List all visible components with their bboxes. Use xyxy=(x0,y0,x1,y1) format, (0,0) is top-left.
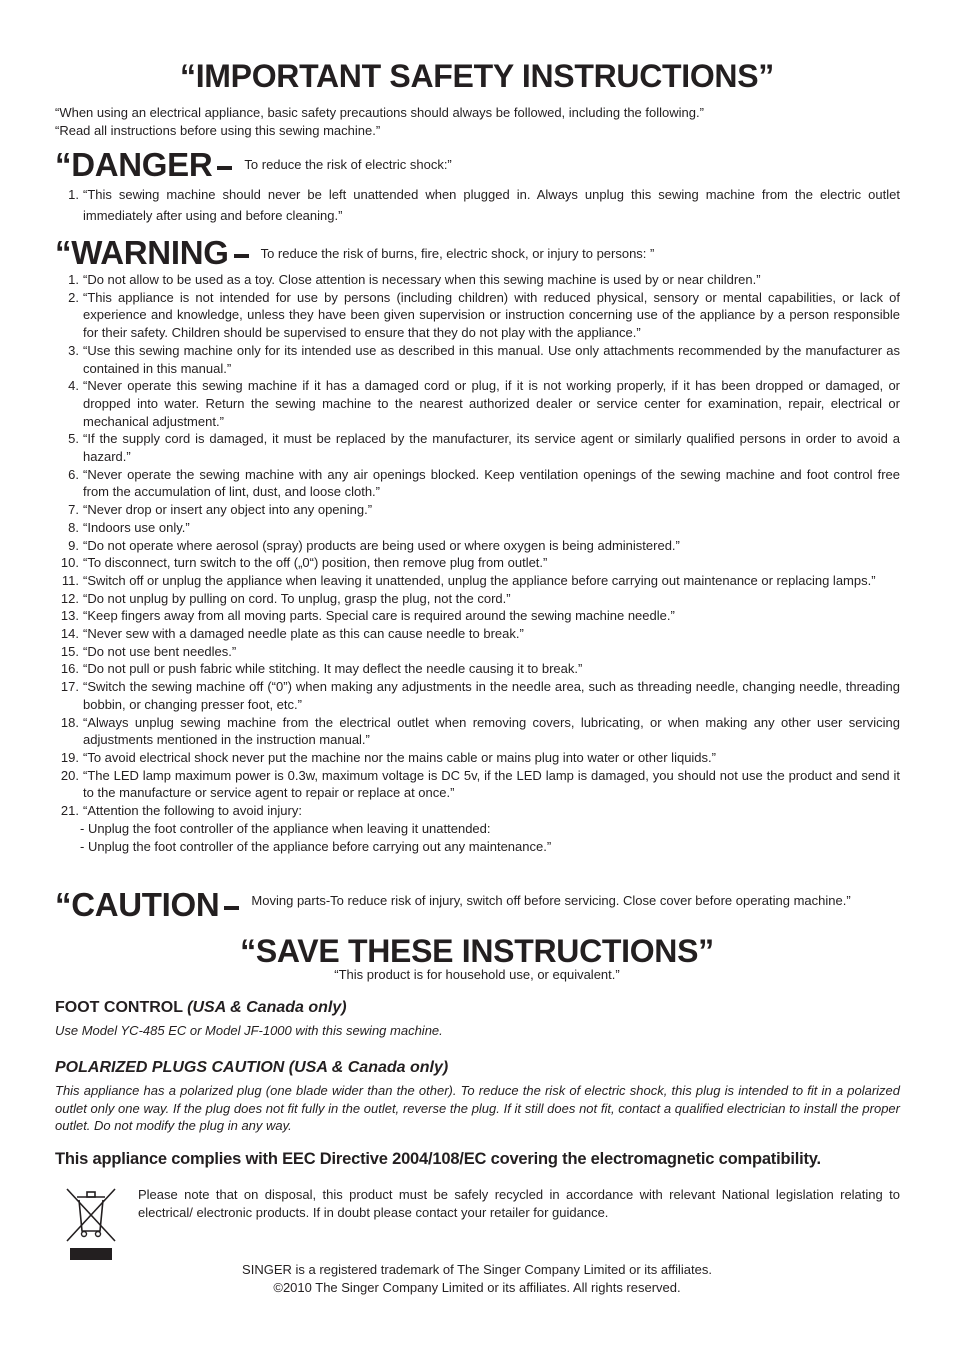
caution-text: Moving parts-To reduce risk of injury, switch off before servicing. Close cover before operating machine.” xyxy=(251,893,851,908)
list-item xyxy=(55,714,900,749)
warning-heading: “WARNING xyxy=(55,234,229,271)
list-item xyxy=(55,802,900,820)
save-instructions-title: “SAVE THESE INSTRUCTIONS” xyxy=(240,933,714,969)
list-item xyxy=(55,572,900,590)
item-number: 5. xyxy=(68,431,79,447)
item-number: 11. xyxy=(61,572,79,588)
list-item xyxy=(55,607,900,625)
crossed-out-wheelie-bin-icon xyxy=(63,1185,119,1261)
caution-heading: “CAUTION xyxy=(55,886,220,923)
caution-dash xyxy=(224,906,239,910)
item-number: 17. xyxy=(60,679,79,695)
danger-heading-row xyxy=(55,148,900,182)
warning-heading-row xyxy=(55,236,900,270)
item-number: 4. xyxy=(68,378,79,394)
list-item xyxy=(55,590,900,608)
copyright-line: ©2010 The Singer Company Limited or its affiliates. All rights reserved. xyxy=(273,1280,681,1295)
list-item xyxy=(55,377,900,430)
item-number: 6. xyxy=(68,466,79,482)
item-text: “Use this sewing machine only for its intended use as described in this manual. Use only attachments recommended by the manufacturer as contained in this manual.” xyxy=(83,342,900,376)
danger-heading: “DANGER xyxy=(55,146,213,183)
item-text: “The LED lamp maximum power is 0.3w, maximum voltage is DC 5v, if the LED lamp is damaged, you should not use the product and send it to the manufacture or service agent to repair or replace at once.” xyxy=(83,767,900,801)
foot-control-text: Use Model YC-485 EC or Model JF-1000 with this sewing machine. xyxy=(55,1023,443,1038)
list-item xyxy=(55,430,900,465)
item-text: “To avoid electrical shock never put the machine nor the mains cable or mains plug into water or other liquids.” xyxy=(83,749,716,765)
list-item xyxy=(55,660,900,678)
item-text: “Do not unplug by pulling on cord. To unplug, grasp the plug, not the cord.” xyxy=(83,590,511,606)
item-text: “Never operate this sewing machine if it has a damaged cord or plug, if it is not working properly, if it has been dropped or damaged, or dropped into water. Return the sewing machine to the nearest authorized dealer or service center for examination, repair, electrical or mechanical adjustment.” xyxy=(83,378,900,429)
item-number: 21. xyxy=(60,803,79,819)
item-text: “Keep fingers away from all moving parts. Special care is required around the sewing machine needle.” xyxy=(83,608,675,624)
item-text: “Indoors use only.” xyxy=(83,519,190,535)
intro-text xyxy=(55,104,704,140)
list-item xyxy=(55,466,900,501)
list-item xyxy=(55,554,900,572)
item-text: “Switch the sewing machine off (“0”) when making any adjustments in the needle area, such as threading needle, changing needle, threading bobbin, or changing presser foot, etc.” xyxy=(83,679,900,712)
list-item xyxy=(55,749,900,767)
intro-line: “Read all instructions before using this sewing machine.” xyxy=(55,123,381,138)
item-number: 8. xyxy=(68,519,79,535)
item-number: 3. xyxy=(68,342,79,358)
item-text: “Attention the following to avoid injury: xyxy=(83,803,302,819)
item-number: 10. xyxy=(60,555,79,571)
sub-item: - Unplug the foot controller of the appliance when leaving it unattended: xyxy=(80,820,491,836)
footer xyxy=(0,1261,954,1297)
danger-dash xyxy=(217,166,232,170)
list-item xyxy=(55,342,900,377)
item-text: “To disconnect, turn switch to the off („0“) position, then remove plug from outlet.” xyxy=(83,555,548,571)
intro-line: “When using an electrical appliance, basic safety precautions should always be followed, including the following.” xyxy=(55,105,704,120)
foot-control-heading-text: FOOT CONTROL xyxy=(55,999,183,1016)
list-item xyxy=(55,678,900,713)
list-item xyxy=(55,271,900,289)
item-text: “Never sew with a damaged needle plate as this can cause needle to break.” xyxy=(83,626,524,642)
item-number: 15. xyxy=(60,643,79,659)
item-number: 19. xyxy=(60,749,79,765)
item-number: 9. xyxy=(68,537,79,553)
item-number: 2. xyxy=(68,289,79,305)
item-number: 7. xyxy=(68,502,79,518)
item-number: 14. xyxy=(60,626,79,642)
foot-control-region: (USA & Canada only) xyxy=(187,999,347,1016)
foot-control-heading xyxy=(55,999,347,1017)
caution-heading-row xyxy=(55,888,900,922)
item-number: 18. xyxy=(60,714,79,730)
page-title: “IMPORTANT SAFETY INSTRUCTIONS” xyxy=(180,58,774,94)
item-text: “If the supply cord is damaged, it must be replaced by the manufacturer, its service agent or similarly qualified persons in order to avoid a hazard.” xyxy=(83,431,900,465)
list-item xyxy=(55,643,900,661)
warning-subtitle: To reduce the risk of burns, fire, electric shock, or injury to persons: ” xyxy=(260,246,655,261)
item-text: “Do not pull or push fabric while stitching. It may deflect the needle causing it to break.” xyxy=(83,661,583,677)
trademark-line: SINGER is a registered trademark of The Singer Company Limited or its affiliates. xyxy=(242,1262,712,1277)
warning-list xyxy=(55,271,900,855)
disposal-note: Please note that on disposal, this product must be safely recycled in accordance with relevant National legislation relating to electrical/ electronic products. If in doubt please contact your retailer for guidance. xyxy=(138,1187,900,1220)
item-text: “This appliance is not intended for use by persons (including children) with reduced physical, sensory or mental capabilities, or lack of experience and knowledge, unless they have been given supervision or instruction concerning use of the appliance by a person responsible for their safety. Children should be supervised to ensure that they do not play with the appliance.” xyxy=(83,289,900,341)
item-text: “Switch off or unplug the appliance when leaving it unattended, unplug the appliance before carrying out maintenance or replacing lamps.” xyxy=(83,572,876,588)
list-item xyxy=(55,537,900,555)
warning-dash xyxy=(234,254,249,258)
danger-subtitle: To reduce the risk of electric shock:” xyxy=(244,157,452,172)
polarized-plugs-text: This appliance has a polarized plug (one blade wider than the other). To reduce the risk of electric shock, this plug is intended to fit in a polarized outlet only one way. If the plug does not fit fully in the outlet, reverse the plug. If it still does not fit, contact a qualified electrician to install the proper outlet. Do not modify the plug in any way. xyxy=(55,1083,900,1133)
list-item xyxy=(55,184,900,226)
item-text: “Do not allow to be used as a toy. Close attention is necessary when this sewing machine is used by or near children.” xyxy=(83,272,761,287)
danger-list xyxy=(55,184,900,226)
polarized-plugs-heading: POLARIZED PLUGS CAUTION (USA & Canada only) xyxy=(55,1059,449,1076)
item-number: 1. xyxy=(68,187,79,202)
item-number: 1. xyxy=(68,272,79,287)
eec-compliance-statement: This appliance complies with EEC Directive 2004/108/EC covering the electromagnetic compatibility. xyxy=(55,1150,821,1168)
sub-item: - Unplug the foot controller of the appliance before carrying out any maintenance.” xyxy=(80,838,552,854)
list-item xyxy=(55,625,900,643)
list-item xyxy=(55,519,900,537)
item-number: 12. xyxy=(60,590,79,606)
item-number: 20. xyxy=(60,767,79,783)
item-text: “Always unplug sewing machine from the electrical outlet when removing covers, lubricating, or when making any other user servicing adjustments mentioned in the instruction manual.” xyxy=(83,714,900,748)
list-item xyxy=(55,767,900,802)
item-number: 13. xyxy=(60,608,79,624)
item-text: “Do not use bent needles.” xyxy=(83,643,237,659)
item-text: “Do not operate where aerosol (spray) products are being used or where oxygen is being administered.” xyxy=(83,537,680,553)
item-text: “This sewing machine should never be left unattended when plugged in. Always unplug this sewing machine from the electric outlet immediately after using and before cleaning.” xyxy=(83,187,900,223)
household-note: “This product is for household use, or equivalent.” xyxy=(334,967,620,982)
item-number: 16. xyxy=(60,661,79,677)
item-text: “Never operate the sewing machine with any air openings blocked. Keep ventilation openings of the sewing machine and foot control free from the accumulation of lint, dust, and loose cloth.” xyxy=(83,466,900,500)
list-item xyxy=(55,289,900,342)
list-item xyxy=(55,501,900,519)
item-text: “Never drop or insert any object into any opening.” xyxy=(83,502,373,518)
